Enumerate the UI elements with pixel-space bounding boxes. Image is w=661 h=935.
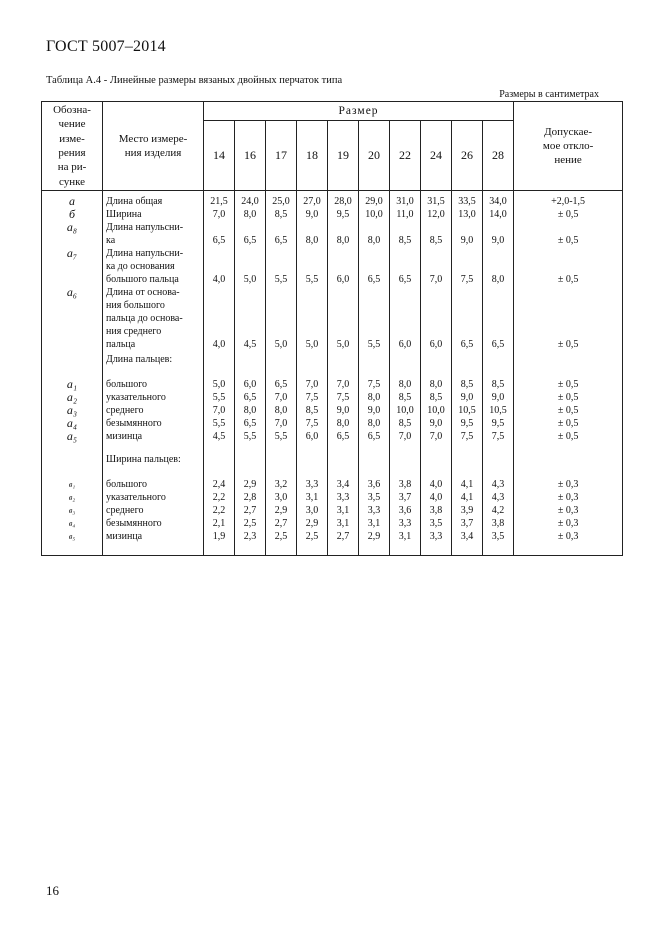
value-cell: 2,2	[204, 504, 235, 517]
row-place: Длина пальцев:	[103, 353, 204, 366]
row-code: а₈	[42, 221, 103, 247]
row-tolerance	[514, 353, 623, 366]
row-code: а₆	[42, 286, 103, 351]
value-cell	[390, 353, 421, 366]
table-row	[42, 417, 623, 430]
value-cell: 3,8	[483, 517, 514, 530]
value-cell: 8,5	[483, 378, 514, 391]
value-cell: 8,0	[297, 221, 328, 247]
value-cell: 27,0	[297, 195, 328, 208]
value-cell: 4,2	[483, 504, 514, 517]
value-cell: 2,7	[235, 504, 266, 517]
header-size-16: 16	[235, 121, 266, 191]
value-cell: 8,0	[359, 391, 390, 404]
value-cell: 11,0	[390, 208, 421, 221]
value-cell: 8,5	[266, 208, 297, 221]
value-cell: 6,0	[328, 247, 359, 286]
value-cell	[297, 353, 328, 366]
value-cell: 7,0	[390, 430, 421, 443]
value-cell: 9,0	[328, 404, 359, 417]
value-cell: 2,7	[266, 517, 297, 530]
value-cell: 2,5	[297, 530, 328, 543]
row-code: в₁	[42, 478, 103, 491]
table-head	[42, 102, 623, 191]
value-cell: 10,0	[421, 404, 452, 417]
row-tolerance: ± 0,5	[514, 430, 623, 443]
value-cell: 8,0	[421, 378, 452, 391]
value-cell: 4,0	[204, 286, 235, 351]
value-cell: 6,5	[483, 286, 514, 351]
value-cell	[328, 453, 359, 466]
value-cell: 7,5	[297, 417, 328, 430]
row-tolerance: ± 0,5	[514, 391, 623, 404]
value-cell: 8,0	[359, 417, 390, 430]
value-cell: 1,9	[204, 530, 235, 543]
row-tolerance: ± 0,3	[514, 530, 623, 543]
value-cell	[266, 453, 297, 466]
value-cell: 5,0	[297, 286, 328, 351]
value-cell: 5,5	[204, 417, 235, 430]
row-place: Длина общая	[103, 195, 204, 208]
row-tolerance: ± 0,5	[514, 221, 623, 247]
row-tolerance: ± 0,5	[514, 404, 623, 417]
value-cell: 7,0	[421, 430, 452, 443]
value-cell	[483, 353, 514, 366]
value-cell: 2,9	[297, 517, 328, 530]
value-cell	[452, 453, 483, 466]
header-size-22: 22	[390, 121, 421, 191]
table-row	[42, 286, 623, 351]
table-row	[42, 378, 623, 391]
value-cell: 7,5	[452, 430, 483, 443]
value-cell: 9,5	[328, 208, 359, 221]
value-cell	[421, 353, 452, 366]
row-tolerance: ± 0,3	[514, 478, 623, 491]
header-place: Место измере- ния изделия	[103, 102, 204, 191]
value-cell	[235, 453, 266, 466]
value-cell: 9,0	[452, 221, 483, 247]
value-cell: 8,5	[390, 391, 421, 404]
row-code: б	[42, 208, 103, 221]
value-cell: 8,0	[235, 404, 266, 417]
value-cell: 2,4	[204, 478, 235, 491]
value-cell: 5,0	[266, 286, 297, 351]
row-place: среднего	[103, 504, 204, 517]
value-cell: 7,0	[421, 247, 452, 286]
value-cell: 7,5	[328, 391, 359, 404]
value-cell: 4,3	[483, 491, 514, 504]
units-note: Размеры в сантиметрах	[499, 89, 599, 100]
row-place: Длина напульсни- ка	[103, 221, 204, 247]
value-cell: 6,5	[328, 430, 359, 443]
value-cell: 5,0	[204, 378, 235, 391]
row-tolerance: ± 0,5	[514, 378, 623, 391]
value-cell: 4,3	[483, 478, 514, 491]
table-row	[42, 221, 623, 247]
value-cell: 3,4	[328, 478, 359, 491]
value-cell	[328, 353, 359, 366]
value-cell: 9,0	[359, 404, 390, 417]
value-cell: 10,5	[452, 404, 483, 417]
value-cell: 3,1	[297, 491, 328, 504]
row-tolerance: ± 0,3	[514, 491, 623, 504]
value-cell: 4,0	[204, 247, 235, 286]
value-cell: 2,2	[204, 491, 235, 504]
value-cell: 6,0	[390, 286, 421, 351]
value-cell: 4,1	[452, 491, 483, 504]
value-cell: 3,3	[359, 504, 390, 517]
header-tolerance: Допускае- мое откло- нение	[514, 102, 623, 191]
row-place: указательного	[103, 491, 204, 504]
value-cell: 3,3	[297, 478, 328, 491]
table-row	[42, 430, 623, 443]
value-cell: 9,0	[483, 221, 514, 247]
row-place: указательного	[103, 391, 204, 404]
value-cell: 6,5	[266, 378, 297, 391]
value-cell: 3,7	[390, 491, 421, 504]
row-tolerance: ± 0,3	[514, 504, 623, 517]
value-cell: 6,5	[204, 221, 235, 247]
row-tolerance: ± 0,5	[514, 286, 623, 351]
value-cell: 9,5	[452, 417, 483, 430]
row-place: Длина от основа- ния большого пальца до основа- ния среднего пальца	[103, 286, 204, 351]
value-cell: 4,1	[452, 478, 483, 491]
header-size-24: 24	[421, 121, 452, 191]
value-cell: 3,4	[452, 530, 483, 543]
table-row	[42, 453, 623, 466]
value-cell: 10,0	[390, 404, 421, 417]
table-body	[42, 191, 623, 556]
value-cell: 3,8	[421, 504, 452, 517]
value-cell: 13,0	[452, 208, 483, 221]
row-place: большого	[103, 478, 204, 491]
value-cell: 3,0	[266, 491, 297, 504]
value-cell: 6,5	[452, 286, 483, 351]
value-cell: 5,5	[266, 430, 297, 443]
value-cell: 2,9	[266, 504, 297, 517]
value-cell	[452, 353, 483, 366]
value-cell: 2,5	[235, 517, 266, 530]
value-cell: 5,5	[359, 286, 390, 351]
value-cell: 4,0	[421, 491, 452, 504]
value-cell: 3,3	[390, 517, 421, 530]
value-cell: 9,0	[421, 417, 452, 430]
value-cell: 6,0	[421, 286, 452, 351]
value-cell: 28,0	[328, 195, 359, 208]
row-place: безымянного	[103, 417, 204, 430]
value-cell: 3,6	[390, 504, 421, 517]
value-cell: 5,5	[204, 391, 235, 404]
value-cell: 6,5	[235, 417, 266, 430]
value-cell: 8,5	[421, 391, 452, 404]
value-cell	[359, 453, 390, 466]
value-cell: 3,6	[359, 478, 390, 491]
value-cell: 2,9	[235, 478, 266, 491]
value-cell: 7,0	[204, 404, 235, 417]
table-caption: Таблица А.4 - Линейные размеры вязаных двойных перчаток типа	[46, 75, 343, 86]
header-size-18: 18	[297, 121, 328, 191]
value-cell: 5,5	[266, 247, 297, 286]
value-cell: 7,5	[297, 391, 328, 404]
row-code: в₅	[42, 530, 103, 543]
value-cell: 7,5	[359, 378, 390, 391]
value-cell: 9,0	[452, 391, 483, 404]
value-cell: 3,0	[297, 504, 328, 517]
value-cell: 3,1	[328, 504, 359, 517]
row-tolerance	[514, 453, 623, 466]
value-cell: 6,5	[359, 247, 390, 286]
row-code: а₄	[42, 417, 103, 430]
header-size-17: 17	[266, 121, 297, 191]
value-cell: 6,0	[235, 378, 266, 391]
value-cell: 8,5	[452, 378, 483, 391]
value-cell: 31,0	[390, 195, 421, 208]
value-cell	[266, 353, 297, 366]
row-place: Длина напульсни- ка до основания большого пальца	[103, 247, 204, 286]
value-cell	[359, 353, 390, 366]
table-row	[42, 517, 623, 530]
header-size-19: 19	[328, 121, 359, 191]
row-place: безымянного	[103, 517, 204, 530]
dimensions-table	[41, 101, 623, 556]
value-cell: 7,0	[266, 417, 297, 430]
value-cell	[235, 353, 266, 366]
value-cell: 5,0	[235, 247, 266, 286]
value-cell: 34,0	[483, 195, 514, 208]
value-cell: 6,5	[266, 221, 297, 247]
value-cell: 3,5	[421, 517, 452, 530]
row-tolerance: +2,0-1,5	[514, 195, 623, 208]
value-cell: 3,3	[421, 530, 452, 543]
table-row	[42, 208, 623, 221]
row-place: Ширина	[103, 208, 204, 221]
value-cell: 7,5	[483, 430, 514, 443]
table-row	[42, 530, 623, 543]
value-cell: 3,1	[359, 517, 390, 530]
value-cell: 7,0	[266, 391, 297, 404]
header-size-14: 14	[204, 121, 235, 191]
table-row	[42, 195, 623, 208]
value-cell: 3,5	[359, 491, 390, 504]
value-cell: 31,5	[421, 195, 452, 208]
row-place: большого	[103, 378, 204, 391]
value-cell: 8,0	[483, 247, 514, 286]
value-cell: 8,0	[328, 417, 359, 430]
row-tolerance: ± 0,5	[514, 417, 623, 430]
value-cell	[204, 453, 235, 466]
row-code	[42, 353, 103, 366]
value-cell: 8,5	[421, 221, 452, 247]
value-cell: 24,0	[235, 195, 266, 208]
value-cell: 5,0	[328, 286, 359, 351]
value-cell: 10,5	[483, 404, 514, 417]
value-cell: 7,0	[204, 208, 235, 221]
header-code: Обозна- чение изме- рения на ри- сунке	[42, 102, 103, 191]
value-cell: 10,0	[359, 208, 390, 221]
value-cell: 8,0	[390, 378, 421, 391]
header-size-28: 28	[483, 121, 514, 191]
value-cell: 8,0	[266, 404, 297, 417]
value-cell: 4,5	[235, 286, 266, 351]
value-cell: 8,0	[359, 221, 390, 247]
row-code: а₁	[42, 378, 103, 391]
header-size-26: 26	[452, 121, 483, 191]
value-cell: 9,5	[483, 417, 514, 430]
row-code: в₄	[42, 517, 103, 530]
header-size-group: Размер	[204, 102, 514, 121]
row-place: среднего	[103, 404, 204, 417]
value-cell	[421, 453, 452, 466]
row-code: а₂	[42, 391, 103, 404]
row-code: в₃	[42, 504, 103, 517]
document-code: ГОСТ 5007–2014	[46, 38, 166, 55]
value-cell: 3,2	[266, 478, 297, 491]
value-cell: 3,7	[452, 517, 483, 530]
row-place: мизинца	[103, 430, 204, 443]
value-cell: 8,0	[328, 221, 359, 247]
value-cell: 8,0	[235, 208, 266, 221]
value-cell: 6,5	[390, 247, 421, 286]
value-cell: 2,1	[204, 517, 235, 530]
value-cell: 6,5	[235, 391, 266, 404]
table-row	[42, 247, 623, 286]
value-cell	[483, 453, 514, 466]
table-row	[42, 391, 623, 404]
value-cell: 4,0	[421, 478, 452, 491]
value-cell: 33,5	[452, 195, 483, 208]
table-row	[42, 491, 623, 504]
table-row	[42, 404, 623, 417]
value-cell: 5,5	[297, 247, 328, 286]
value-cell: 7,0	[328, 378, 359, 391]
value-cell: 12,0	[421, 208, 452, 221]
row-place: Ширина пальцев:	[103, 453, 204, 466]
value-cell: 3,5	[483, 530, 514, 543]
value-cell: 2,9	[359, 530, 390, 543]
value-cell: 9,0	[297, 208, 328, 221]
value-cell: 29,0	[359, 195, 390, 208]
value-cell: 8,5	[390, 221, 421, 247]
table-row	[42, 504, 623, 517]
table-row	[42, 478, 623, 491]
value-cell: 8,5	[390, 417, 421, 430]
value-cell: 7,5	[452, 247, 483, 286]
value-cell: 2,8	[235, 491, 266, 504]
value-cell: 3,8	[390, 478, 421, 491]
value-cell: 6,5	[359, 430, 390, 443]
table-row	[42, 353, 623, 366]
value-cell: 2,5	[266, 530, 297, 543]
row-code: а₅	[42, 430, 103, 443]
row-code	[42, 453, 103, 466]
row-tolerance: ± 0,5	[514, 208, 623, 221]
row-code: в₂	[42, 491, 103, 504]
row-tolerance: ± 0,5	[514, 247, 623, 286]
value-cell: 25,0	[266, 195, 297, 208]
row-code: а₇	[42, 247, 103, 286]
value-cell: 3,9	[452, 504, 483, 517]
value-cell: 21,5	[204, 195, 235, 208]
value-cell: 2,7	[328, 530, 359, 543]
value-cell: 3,1	[328, 517, 359, 530]
row-place: мизинца	[103, 530, 204, 543]
value-cell: 6,0	[297, 430, 328, 443]
value-cell	[204, 353, 235, 366]
row-tolerance: ± 0,3	[514, 517, 623, 530]
value-cell: 8,5	[297, 404, 328, 417]
value-cell: 5,5	[235, 430, 266, 443]
header-size-20: 20	[359, 121, 390, 191]
value-cell: 14,0	[483, 208, 514, 221]
value-cell: 3,3	[328, 491, 359, 504]
value-cell: 9,0	[483, 391, 514, 404]
row-code: а	[42, 195, 103, 208]
value-cell: 2,3	[235, 530, 266, 543]
value-cell: 4,5	[204, 430, 235, 443]
value-cell	[297, 453, 328, 466]
page-number: 16	[46, 883, 59, 898]
value-cell: 7,0	[297, 378, 328, 391]
value-cell: 6,5	[235, 221, 266, 247]
row-code: а₃	[42, 404, 103, 417]
value-cell	[390, 453, 421, 466]
value-cell: 3,1	[390, 530, 421, 543]
